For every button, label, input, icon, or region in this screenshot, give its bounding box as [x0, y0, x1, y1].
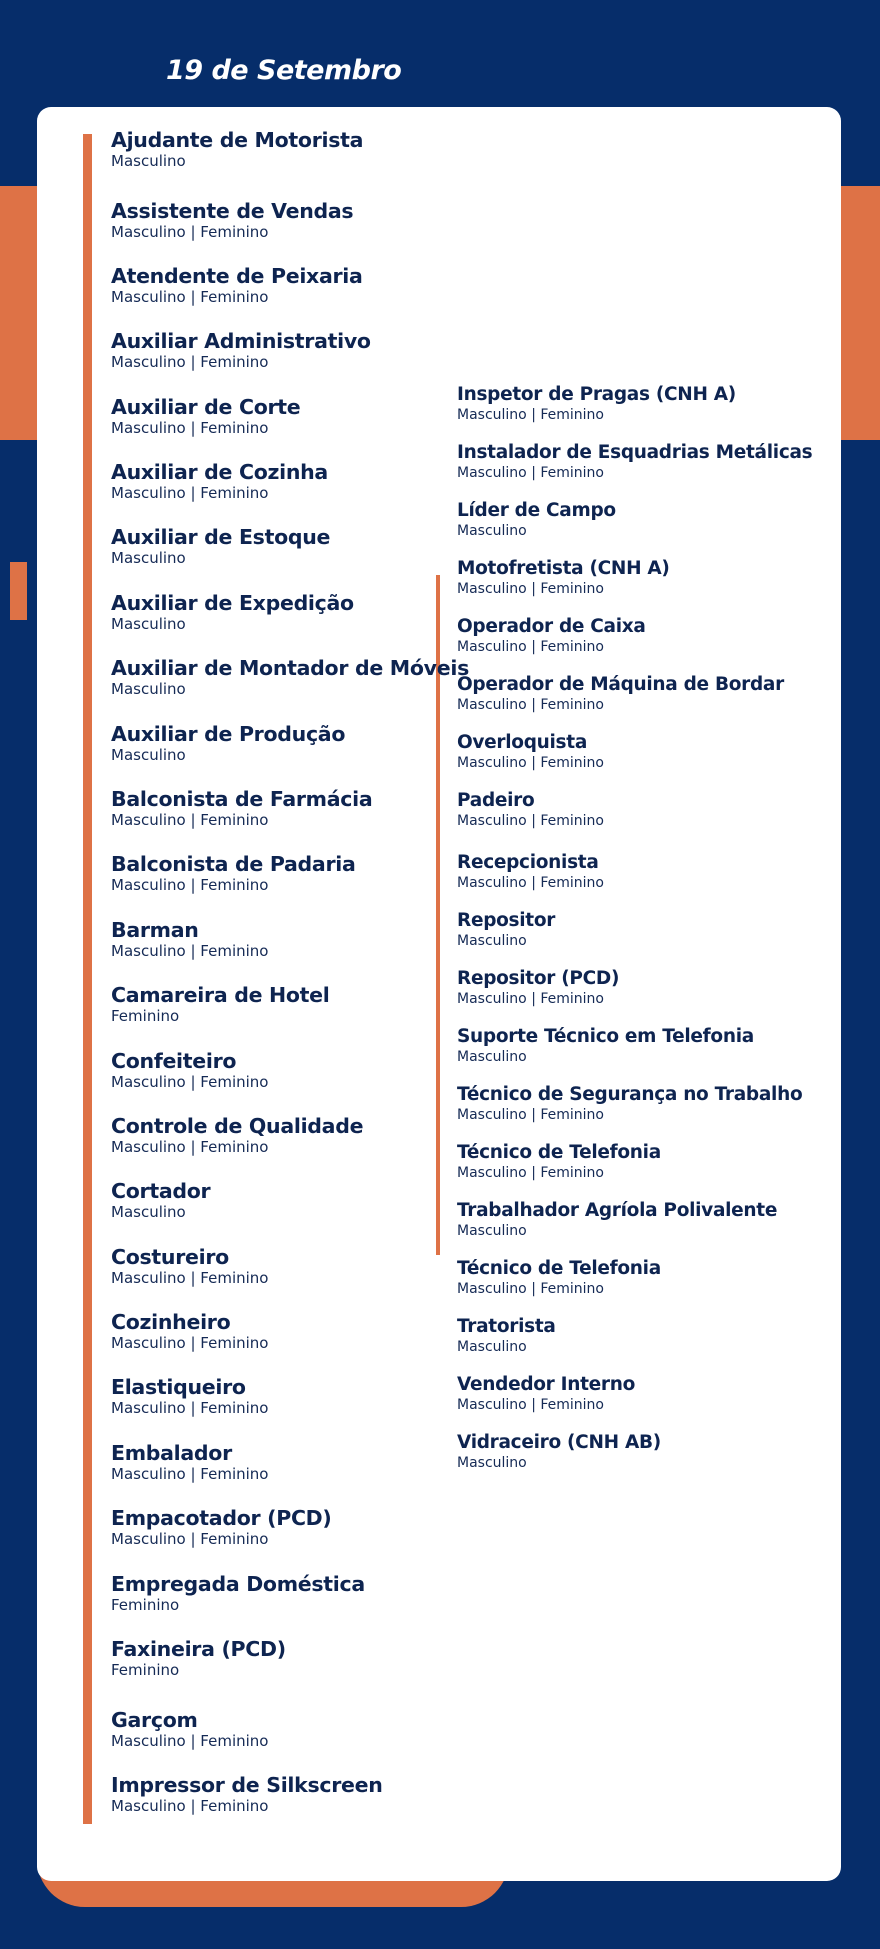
job-gender: Masculino | Feminino [111, 1797, 269, 1815]
job-gender: Masculino | Feminino [111, 1530, 269, 1548]
job-listing-item [111, 264, 363, 307]
job-title: Costureiro [111, 1245, 229, 1269]
job-listing-item [111, 525, 330, 568]
job-gender: Masculino | Feminino [457, 875, 604, 891]
job-title: Empacotador (PCD) [111, 1506, 332, 1530]
job-title: Overloquista [457, 732, 588, 753]
job-listing-item [457, 558, 670, 598]
job-gender: Masculino | Feminino [457, 639, 604, 655]
job-title: Suporte Técnico em Telefonia [457, 1026, 754, 1047]
job-gender: Masculino | Feminino [111, 1073, 269, 1091]
job-listing-item [111, 983, 329, 1026]
job-gender: Feminino [111, 1596, 180, 1614]
job-title: Confeiteiro [111, 1049, 237, 1073]
job-title: Auxiliar de Produção [111, 722, 346, 746]
job-listing-item [111, 1708, 269, 1751]
job-title: Operador de Máquina de Bordar [457, 674, 784, 695]
job-gender: Masculino | Feminino [111, 288, 269, 306]
job-title: Empregada Doméstica [111, 1572, 365, 1596]
job-title: Ajudante de Motorista [111, 128, 364, 152]
job-gender: Masculino [111, 1203, 186, 1221]
job-title: Técnico de Segurança no Trabalho [457, 1084, 803, 1105]
job-listing-item [111, 591, 354, 634]
job-title: Auxiliar de Corte [111, 395, 301, 419]
job-listing-item [457, 500, 616, 540]
job-listing-item [457, 1084, 802, 1124]
job-listing-item [457, 1142, 661, 1182]
job-title: Camareira de Hotel [111, 983, 330, 1007]
job-title: Barman [111, 918, 199, 942]
job-gender: Masculino [111, 615, 186, 633]
job-listing-item [457, 1316, 556, 1356]
job-listing-item [457, 616, 646, 656]
decorative-orange-tab [10, 562, 27, 620]
job-listing-item [457, 1200, 777, 1240]
job-gender: Masculino | Feminino [111, 1732, 269, 1750]
job-title: Garçom [111, 1708, 198, 1732]
job-title: Assistente de Vendas [111, 199, 354, 223]
job-listing-item [457, 674, 784, 714]
job-listing-item [111, 1637, 286, 1680]
job-title: Cortador [111, 1179, 211, 1203]
job-gender: Feminino [111, 1661, 180, 1679]
job-title: Tratorista [457, 1316, 556, 1337]
job-gender: Masculino | Feminino [457, 991, 604, 1007]
job-gender: Masculino [457, 523, 527, 539]
job-listing-item [457, 910, 555, 950]
job-title: Auxiliar Administrativo [111, 329, 371, 353]
job-gender: Masculino | Feminino [111, 353, 269, 371]
job-listing-item [457, 384, 736, 424]
job-gender: Masculino [457, 1049, 527, 1065]
job-title: Impressor de Silkscreen [111, 1773, 383, 1797]
job-gender: Masculino [457, 1455, 527, 1471]
job-listing-item [457, 1026, 754, 1066]
job-gender: Masculino | Feminino [111, 223, 269, 241]
job-listing-item [111, 787, 372, 830]
job-title: Cozinheiro [111, 1310, 231, 1334]
job-gender: Masculino | Feminino [111, 942, 269, 960]
job-title: Motofretista (CNH A) [457, 558, 670, 579]
job-gender: Masculino [111, 680, 186, 698]
job-gender: Masculino | Feminino [111, 811, 269, 829]
job-gender: Masculino [111, 152, 186, 170]
job-title: Instalador de Esquadrias Metálicas [457, 442, 813, 463]
job-listing-item [111, 656, 469, 699]
job-listing-item [111, 1441, 269, 1484]
job-listing-item [111, 1310, 269, 1353]
job-title: Auxiliar de Estoque [111, 525, 331, 549]
job-listing-item [457, 968, 619, 1008]
job-gender: Masculino [457, 1339, 527, 1355]
job-gender: Masculino | Feminino [111, 1138, 269, 1156]
job-listing-item [457, 732, 604, 772]
job-title: Inspetor de Pragas (CNH A) [457, 384, 736, 405]
page-title-date: 19 de Setembro [166, 55, 402, 86]
job-listing-item [111, 1179, 210, 1222]
job-listing-item [111, 199, 353, 242]
left-column-accent-bar [83, 134, 92, 1824]
job-listing-item [457, 1432, 661, 1472]
job-gender: Masculino | Feminino [111, 1465, 269, 1483]
job-gender: Masculino | Feminino [457, 1165, 604, 1181]
job-title: Elastiqueiro [111, 1375, 246, 1399]
job-gender: Masculino | Feminino [457, 813, 604, 829]
job-title: Trabalhador Agríola Polivalente [457, 1200, 778, 1221]
job-gender: Masculino [111, 746, 186, 764]
job-title: Vidraceiro (CNH AB) [457, 1432, 661, 1453]
job-gender: Masculino | Feminino [457, 581, 604, 597]
job-title: Faxineira (PCD) [111, 1637, 286, 1661]
job-title: Controle de Qualidade [111, 1114, 364, 1138]
job-listing-item [111, 1245, 269, 1288]
job-title: Balconista de Farmácia [111, 787, 373, 811]
job-listing-item [457, 790, 604, 830]
job-title: Repositor [457, 910, 556, 931]
job-title: Auxiliar de Expedição [111, 591, 354, 615]
job-gender: Masculino | Feminino [111, 419, 269, 437]
job-title: Vendedor Interno [457, 1374, 635, 1395]
job-listing-item [111, 1773, 383, 1816]
job-listing-item [111, 1375, 269, 1418]
job-gender: Masculino | Feminino [111, 1269, 269, 1287]
job-gender: Masculino [457, 933, 527, 949]
job-listing-item [111, 1049, 269, 1092]
job-gender: Masculino | Feminino [457, 697, 604, 713]
job-listing-item [111, 1506, 331, 1549]
job-gender: Masculino | Feminino [457, 1397, 604, 1413]
job-title: Operador de Caixa [457, 616, 646, 637]
job-listing-item [457, 442, 812, 482]
job-gender: Masculino | Feminino [111, 484, 269, 502]
job-gender: Masculino | Feminino [111, 876, 269, 894]
job-listing-item [111, 128, 363, 171]
job-listing-item [111, 1114, 363, 1157]
job-title: Repositor (PCD) [457, 968, 620, 989]
job-gender: Masculino | Feminino [457, 755, 604, 771]
job-gender: Masculino | Feminino [457, 407, 604, 423]
job-gender: Masculino | Feminino [111, 1399, 269, 1417]
job-listing-item [111, 722, 345, 765]
job-title: Padeiro [457, 790, 535, 811]
job-title: Atendente de Peixaria [111, 264, 363, 288]
job-gender: Masculino | Feminino [111, 1334, 269, 1352]
job-title: Embalador [111, 1441, 232, 1465]
job-listing-item [111, 395, 300, 438]
job-title: Auxiliar de Cozinha [111, 460, 328, 484]
job-listing-card [37, 107, 841, 1881]
job-gender: Masculino [457, 1223, 527, 1239]
job-listing-item [111, 329, 371, 372]
job-listing-item [457, 1258, 661, 1298]
job-gender: Masculino | Feminino [457, 1281, 604, 1297]
job-title: Técnico de Telefonia [457, 1142, 661, 1163]
job-listing-item [457, 852, 604, 892]
job-title: Recepcionista [457, 852, 599, 873]
job-gender: Feminino [111, 1007, 180, 1025]
job-listing-item [111, 852, 356, 895]
job-gender: Masculino | Feminino [457, 465, 604, 481]
job-title: Auxiliar de Montador de Móveis [111, 656, 469, 680]
job-gender: Masculino [111, 549, 186, 567]
job-listing-item [111, 460, 328, 503]
job-title: Líder de Campo [457, 500, 616, 521]
job-title: Balconista de Padaria [111, 852, 356, 876]
job-gender: Masculino | Feminino [457, 1107, 604, 1123]
job-listing-item [111, 918, 269, 961]
job-listing-item [457, 1374, 635, 1414]
job-title: Técnico de Telefonia [457, 1258, 661, 1279]
job-listing-item [111, 1572, 365, 1615]
